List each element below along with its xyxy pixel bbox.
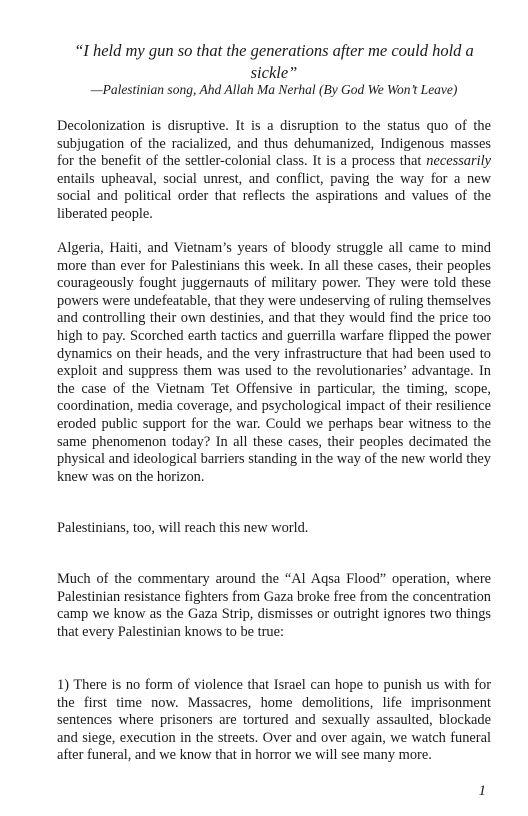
document-page xyxy=(57,0,491,816)
page-number: 1 xyxy=(478,783,486,799)
paragraph-al-aqsa-flood: Much of the commentary around the “Al Aqsa Flood” operation, where Palestinian resistance fighters from Gaza broke free from the concentration camp we know as the Gaza Strip, dismisses or outright ignores two things that every Palestinian knows to be true: xyxy=(57,571,491,640)
epigraph-source: —Palestinian song, Ahd Allah Ma Nerhal (By God We Won’t Leave) xyxy=(90,82,458,97)
paragraph-text: Decolonization is disruptive. It is a disruption to the status quo of the subjugation of the racialized, and thus dehumanized, Indigenous masses for the benefit of the settler-colonial class. It is a process that xyxy=(57,118,491,170)
paragraph-new-world: Palestinians, too, will reach this new world. xyxy=(57,520,309,536)
paragraph-point-one: 1) There is no form of violence that Israel can hope to punish us with for the first time now. Massacres, home demolitions, life imprisonment sentences where prisoners are tortured and sexually assaulted, blockade and siege, execution in the streets. Over and over again, we watch funeral after funeral, and we know that in horror we will see many more. xyxy=(57,677,491,764)
emphasis-text: necessarily xyxy=(426,153,491,170)
epigraph-quote: “I held my gun so that the generations after me could hold a sickle” xyxy=(74,41,474,82)
paragraph-historical-struggles: Algeria, Haiti, and Vietnam’s years of bloody struggle all came to mind more than ever for Palestinians this week. In all these cases, their peoples courageously fought juggernauts of military power. They were told these powers were undefeatable, that they were undeserving of ruling themselves and controlling their own destinies, and that they would find the price too high to pay. Scorched earth tactics and guerrilla warfare flipped the power dynamics on their heads, and the very infrastructure that had been used to exploit and suppress them was used to the revolutionaries’ advantage. In the case of the Vietnam Tet Offensive in particular, the timing, scope, coordination, media coverage, and psychological impact of their resilience eroded public support for the war. Could we perhaps bear witness to the same phenomenon today? In all these cases, their peoples decimated the physical and ideological barriers standing in the way of the new world they knew was on the horizon. xyxy=(57,240,491,485)
paragraph-text: entails upheaval, social unrest, and conflict, paving the way for a new social and political order that reflects the aspirations and values of the liberated people. xyxy=(57,170,491,222)
paragraph-decolonization xyxy=(57,118,491,224)
